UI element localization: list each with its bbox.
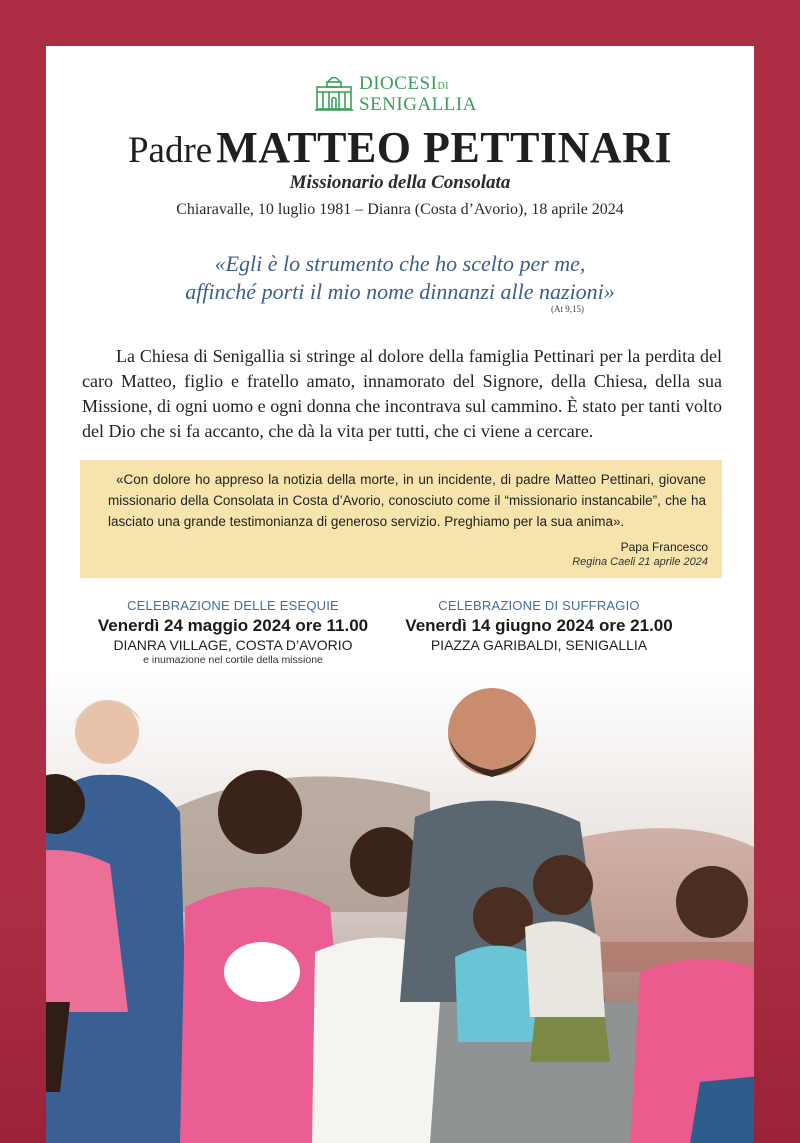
event-suffrage: [374, 598, 704, 653]
pope-source: Regina Caeli 21 aprile 2024: [572, 556, 708, 568]
event-place: PIAZZA GARIBALDI, SENIGALLIA: [430, 637, 648, 653]
group-photo: [46, 672, 754, 1143]
pope-quote-box: [80, 460, 722, 578]
body-paragraph: La Chiesa di Senigallia si stringe al dolore della famiglia Pettinari per la perdita del caro Matteo, figlio e fratello amato, innamorato del Signore, della Chiesa, della sua Missione, di ogni uomo e ogni donna che incontrava sul cammino. È stato per tanti volto del Dio che si fa accanto, che dà la vita per tutti, che ci viene a cercare.: [82, 346, 722, 441]
subtitle: Missionario della Consolata: [289, 172, 511, 193]
poster-sheet: [46, 46, 754, 1143]
event-note: e inumazione nel cortile della missione: [143, 654, 323, 666]
event-heading: CELEBRAZIONE DELLE ESEQUIE: [127, 598, 339, 613]
event-date: Venerdì 14 giugno 2024 ore 21.00: [405, 616, 673, 635]
event-heading: CELEBRAZIONE DI SUFFRAGIO: [438, 598, 640, 613]
event-place: DIANRA VILLAGE, COSTA D’AVORIO: [113, 637, 353, 653]
pope-quote-text: «Con dolore ho appreso la notizia della morte, in un incidente, di padre Matteo Pettinari, giovane missionario della Consolata in Costa d’Avorio, conosciuto come il “missionario instancabile”, che ha lasciato una grande testimonianza di generoso servizio. Preghiamo per la sua anima».: [108, 472, 706, 529]
cathedral-icon: [314, 72, 354, 112]
bible-quote: [46, 250, 754, 306]
logo-line2: SENIGALLIA: [359, 94, 477, 115]
event-funeral: [68, 598, 398, 666]
logo-line1: DIOCESI: [359, 73, 438, 94]
event-date: Venerdì 24 maggio 2024 ore 11.00: [97, 616, 369, 635]
title-prefix: Padre: [127, 130, 213, 171]
pope-author: Papa Francesco: [620, 540, 708, 554]
quote-line1: «Egli è lo strumento che ho scelto per me,: [214, 251, 586, 276]
life-dates: Chiaravalle, 10 luglio 1981 – Dianra (Costa d’Avorio), 18 aprile 2024: [176, 201, 624, 218]
title-name: MATTEO PETTINARI: [216, 123, 673, 172]
quote-reference: (At 9,15): [551, 304, 584, 314]
diocese-logo: [314, 72, 494, 117]
quote-line2: affinché porti il mio nome dinnanzi alle nazioni»: [185, 279, 615, 304]
logo-line1-small: DI: [437, 81, 450, 92]
page-title: [46, 122, 754, 173]
